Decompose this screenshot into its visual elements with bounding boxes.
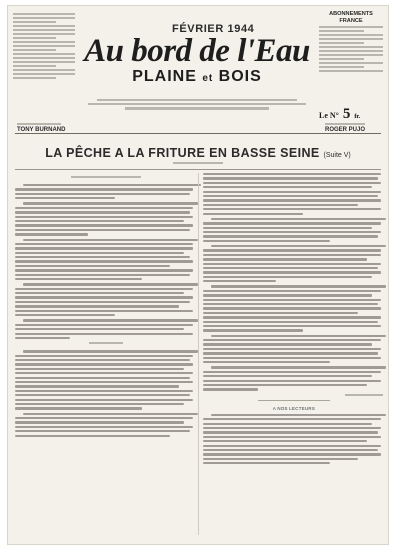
header-rule [15,133,381,134]
subtitle-et: et [202,73,214,84]
left-person-name: TONY BURNAND [17,126,66,133]
paragraph [15,350,197,409]
title-rule [15,169,381,170]
price-value: 5 [342,106,351,122]
paragraph [203,366,385,390]
signature [203,394,383,396]
subscription-block [319,11,383,74]
right-column [203,173,385,467]
newspaper-page [7,5,389,545]
paragraph [203,173,385,215]
paragraph [203,218,385,242]
paragraph [203,285,385,331]
column-divider [198,173,199,535]
left-info-block [13,11,75,81]
paragraph [15,283,197,316]
subscription-title: ABONNEMENTS FRANCE [329,11,373,24]
subtitle-bois: BOIS [218,68,262,85]
right-section-heading: A NOS LECTEURS [272,405,316,411]
left-column [15,173,197,440]
right-person [325,121,365,133]
publication-info [81,97,313,112]
paragraph [15,184,197,199]
subtitle-plaine: PLAINE [132,68,197,85]
right-person-name: ROGER PUJO [325,126,366,133]
section-rule [258,400,331,401]
price-unit: fr. [354,114,360,120]
paragraph [15,413,197,437]
left-subheading [15,342,197,350]
issue-date: FÉVRIER 1944 [172,23,255,35]
paragraph [203,245,385,282]
article-byline [15,162,381,164]
paragraph [203,414,385,465]
issue-label: Le N° [319,111,339,120]
paragraph [203,335,385,364]
paragraph [15,239,197,281]
left-section-heading [15,176,197,184]
paragraph [15,319,197,339]
article-suite: (Suite V) [323,152,351,159]
paragraph [15,202,197,235]
masthead-title: Au bord de l'Eau [84,33,310,69]
article-title-text: LA PÊCHE A LA FRITURE EN BASSE SEINE [45,146,320,160]
masthead-subtitle [77,68,317,86]
article-title [15,146,381,160]
left-person [17,121,65,133]
